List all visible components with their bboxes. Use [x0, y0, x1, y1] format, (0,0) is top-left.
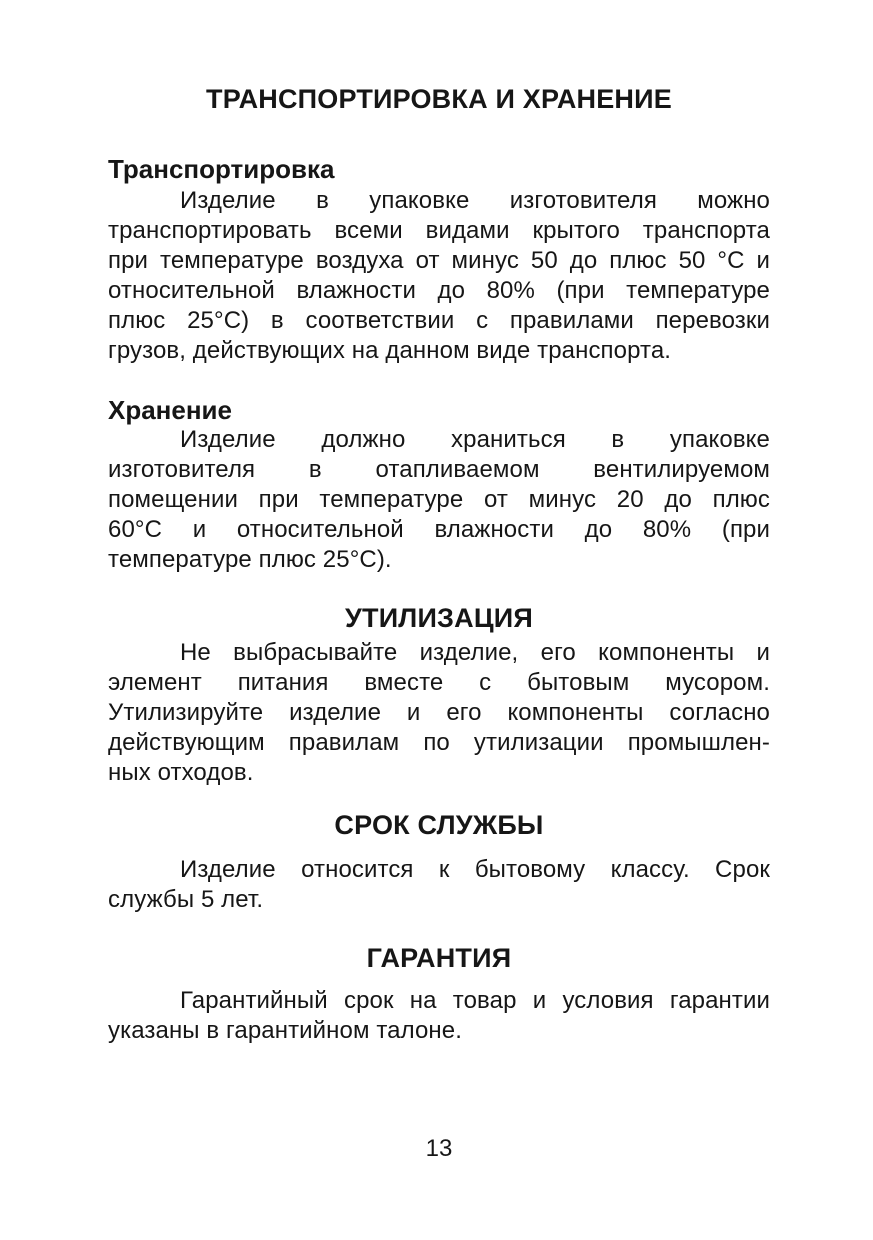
section-storage [108, 395, 770, 575]
paragraph-line: Утилизируйте изделие и его компоненты согласно [108, 699, 770, 726]
section-transportation [108, 154, 770, 366]
paragraph-line: Изделие в упаковке изготовителя можно [180, 187, 770, 214]
paragraph-service-life [108, 855, 770, 915]
paragraph-line: грузов, действующих на данном виде транспорта. [108, 337, 672, 364]
paragraph-line: элемент питания вместе с бытовым мусором. [108, 669, 770, 696]
section-heading-utilization: УТИЛИЗАЦИЯ [345, 603, 533, 633]
section-service-life [108, 810, 770, 915]
section-heading-transportation: Транспортировка [108, 154, 335, 184]
section-warranty [108, 943, 770, 1046]
paragraph-line: транспортировать всеми видами крытого транспорта [108, 217, 770, 244]
paragraph-line: Гарантийный срок на товар и условия гарантии [180, 987, 770, 1014]
paragraph-storage [108, 425, 770, 575]
paragraph-line: относительной влажности до 80% (при температуре [108, 277, 770, 304]
section-heading-warranty: ГАРАНТИЯ [366, 943, 512, 973]
paragraph-transportation [108, 186, 770, 366]
paragraph-utilization [108, 638, 770, 788]
paragraph-line: плюс 25°С) в соответствии с правилами перевозки [108, 307, 770, 334]
page-title: ТРАНСПОРТИРОВКА И ХРАНЕНИЕ [206, 84, 672, 114]
paragraph-line: действующим правилам по утилизации промышлен- [108, 729, 770, 756]
paragraph-line: Изделие относится к бытовому классу. Срок [180, 856, 770, 883]
paragraph-line: помещении при температуре от минус 20 до плюс [108, 486, 770, 513]
paragraph-line: температуре плюс 25°С). [108, 546, 392, 573]
page-number: 13 [425, 1135, 453, 1162]
paragraph-warranty [108, 986, 770, 1046]
section-utilization [108, 603, 770, 788]
section-heading-service-life: СРОК СЛУЖБЫ [334, 810, 544, 840]
paragraph-line: службы 5 лет. [108, 886, 264, 913]
paragraph-line: Изделие должно храниться в упаковке [180, 426, 770, 453]
paragraph-line: ных отходов. [108, 759, 254, 786]
paragraph-line: Не выбрасывайте изделие, его компоненты и [180, 639, 770, 666]
paragraph-line: указаны в гарантийном талоне. [108, 1017, 463, 1044]
paragraph-line: при температуре воздуха от минус 50 до плюс 50 °С и [108, 247, 770, 274]
paragraph-line: 60°С и относительной влажности до 80% (при [108, 516, 770, 543]
section-heading-storage: Хранение [108, 395, 232, 425]
paragraph-line: изготовителя в отапливаемом вентилируемом [108, 456, 770, 483]
